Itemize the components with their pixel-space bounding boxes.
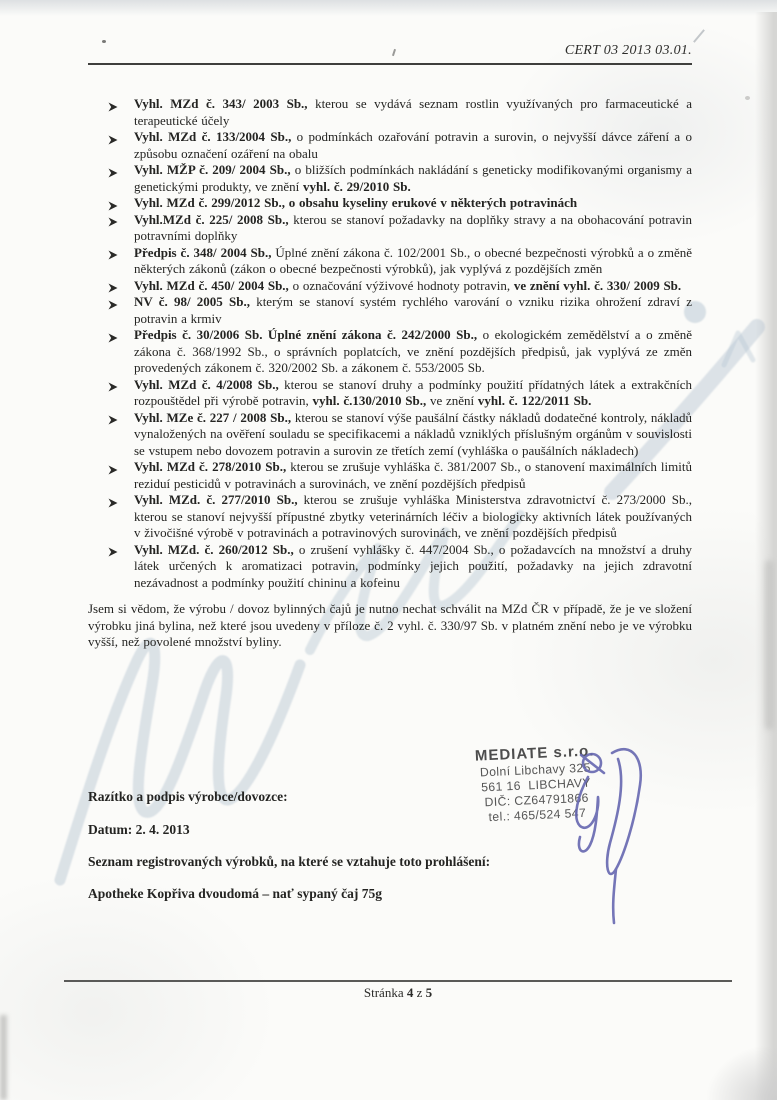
list-item-text: Vyhl. MZd č. 4/2008 Sb., kterou se stanoví druhy a podmínky použití přídatných látek a extrakčních rozpouštědel při výrobě potravin, vyhl. č.130/2010 Sb., ve znění vyhl. č. 122/2011 Sb. bbox=[134, 376, 692, 408]
company-stamp bbox=[445, 741, 626, 827]
list-item bbox=[88, 377, 692, 410]
regulations-list bbox=[88, 96, 692, 591]
list-item-text: Vyhl. MZd č. 343/ 2003 Sb., kterou se vydává seznam rostlin využívaných pro farmaceutické a terapeutické účely bbox=[134, 96, 692, 128]
arrow-bullet-icon bbox=[108, 133, 118, 143]
scan-artifact-right-streak bbox=[765, 560, 774, 730]
list-item-text: Předpis č. 30/2006 Sb. Úplné znění zákona č. 242/2000 Sb., o ekologickém zemědělství a o změně zákona č. 368/1992 Sb., o správních poplatcích, ve znění pozdějších předpisů, jak vyplývá ze změn provedených zákonem č. 320/2002 Sb. a zákonem č. 553/2005 Sb. bbox=[134, 327, 692, 375]
list-item-text: Vyhl. MZe č. 227 / 2008 Sb., kterou se stanoví výše paušální částky nákladů dodatečné kontroly, nákladů vynaložených na ověření souladu se specifikacemi a nákladů vzniklých příslušným orgánům v souvislosti se vstupem nebo dovozem potravin a surovin ze třetích zemí (vyhláška o paušálních nákladech) bbox=[134, 409, 693, 458]
page-number: Stránka 4 z 5 bbox=[363, 985, 433, 1000]
list-item bbox=[88, 542, 692, 592]
scan-speck bbox=[693, 29, 705, 43]
scan-artifact-left-edge bbox=[0, 1015, 7, 1100]
scan-artifact-corner bbox=[707, 1045, 777, 1100]
list-item bbox=[88, 212, 692, 245]
list-item bbox=[88, 129, 692, 162]
arrow-bullet-icon bbox=[108, 281, 118, 291]
list-item bbox=[88, 459, 692, 492]
list-item bbox=[88, 294, 692, 327]
declaration-paragraph: Jsem si vědom, že výrobu / dovoz bylinných čajů je nutno nechat schválit na MZd ČR v případě, že je ve složení výrobku jiná bylina, než které jsou uvedeny v příloze č. 2 vyhl. č. 330/97 Sb. v platném znění nebo je ve výrobku vyšší, než povolené množství byliny. bbox=[88, 601, 692, 649]
footer-rule bbox=[64, 980, 732, 982]
arrow-bullet-icon bbox=[108, 380, 118, 390]
list-item bbox=[88, 96, 692, 129]
list-item bbox=[88, 195, 692, 212]
arrow-bullet-icon bbox=[108, 248, 118, 258]
arrow-bullet-icon bbox=[108, 215, 118, 225]
product-item: Apotheke Kopřiva dvoudomá – nať sypaný čaj 75g bbox=[88, 886, 382, 901]
list-item bbox=[88, 327, 692, 377]
arrow-bullet-icon bbox=[108, 166, 118, 176]
stamp-and-signature-label: Razítko a podpis výrobce/dovozce: bbox=[88, 789, 288, 804]
list-item-text: Vyhl. MZd č. 299/2012 Sb., o obsahu kyseliny erukové v některých potravinách bbox=[134, 195, 578, 210]
arrow-bullet-icon bbox=[108, 413, 118, 423]
stamp-address-line: Dolní Libchavy 325 bbox=[479, 760, 592, 780]
date-label: Datum: 2. 4. 2013 bbox=[88, 822, 190, 837]
scan-speck bbox=[745, 96, 750, 100]
scan-artifact-right-edge bbox=[755, 12, 777, 1100]
arrow-bullet-icon bbox=[108, 298, 118, 308]
arrow-bullet-icon bbox=[108, 100, 118, 110]
list-item-text: Vyhl. MZd. č. 260/2012 Sb., o zrušení vyhlášky č. 447/2004 Sb., o požadavcích na množství a druhy látek určených k aromatizaci potravin, podmínky jejich použití, požadavky na jejich zdravotní nezávadnost a podmínky použití chininu a kofeinu bbox=[134, 541, 692, 590]
list-item-text: NV č. 98/ 2005 Sb., kterým se stanoví systém rychlého varování o vzniku rizika ohrožení zdraví z potravin a krmiv bbox=[134, 294, 692, 326]
stamp-company-name: MEDIATE s.r.o. bbox=[474, 742, 595, 765]
list-item-text: Vyhl. MZd č. 450/ 2004 Sb., o označování výživové hodnoty potravin, ve znění vyhl. č. 330/ 2009 Sb. bbox=[134, 277, 682, 293]
list-item bbox=[88, 410, 692, 460]
list-item-text: Vyhl. MŽP č. 209/ 2004 Sb., o bližších podmínkách nakládání s geneticky modifikovanými organismy a genetickými produkty, ve znění vyhl. č. 29/2010 Sb. bbox=[134, 162, 693, 194]
arrow-bullet-icon bbox=[108, 496, 118, 506]
list-item-text: Vyhl. MZd č. 278/2010 Sb., kterou se zrušuje vyhláška č. 381/2007 Sb., o stanovení maximálních limitů reziduí pesticidů v potravinách a surovinách, ve znění pozdějších předpisů bbox=[134, 459, 692, 491]
document-body bbox=[88, 0, 692, 651]
list-item-text: Vyhl. MZd č. 133/2004 Sb., o podmínkách ozařování potravin a surovin, o nejvyšší dávce záření a o způsobu označení ozáření na obalu bbox=[134, 129, 692, 161]
header-rule bbox=[88, 63, 692, 65]
registered-products-heading: Seznam registrovaných výrobků, na které se vztahuje toto prohlášení: bbox=[88, 854, 491, 869]
arrow-bullet-icon bbox=[108, 545, 118, 555]
list-item bbox=[88, 162, 692, 195]
stamp-vat-line: DIČ: CZ64791866 bbox=[484, 790, 590, 810]
stamp-address-line: 561 16 LIBCHAVY bbox=[480, 775, 592, 795]
arrow-bullet-icon bbox=[108, 463, 118, 473]
stamp-phone-line: tel.: 465/524 547 bbox=[488, 805, 587, 825]
arrow-bullet-icon bbox=[108, 199, 118, 209]
page-footer bbox=[64, 980, 732, 1001]
list-item-text: Vyhl.MZd č. 225/ 2008 Sb., kterou se stanoví požadavky na doplňky stravy a na obohacování potravin potravními doplňky bbox=[134, 211, 692, 243]
list-item bbox=[88, 492, 692, 542]
list-item bbox=[88, 278, 692, 295]
doc-code: CERT 03 2013 03.01. bbox=[564, 43, 692, 58]
list-item-text: Vyhl. MZd. č. 277/2010 Sb., kterou se zrušuje vyhláška Ministerstva zdravotnictví č. 273/2000 Sb., kterou se stanoví nejvyšší přípustné zbytky veterinárních léčiv a biologicky aktivních látek používaných v živočišné výrobě v potravinách a potravinových surovinách, ve znění pozdějších předpisů bbox=[134, 492, 692, 540]
list-item bbox=[88, 245, 692, 278]
list-item-text: Předpis č. 348/ 2004 Sb., Úplné znění zákona č. 102/2001 Sb., o obecné bezpečnosti výrobků a o změně některých zákonů (zákon o obecné bezpečnosti výrobků), jak vyplývá z pozdějších změn bbox=[134, 244, 692, 276]
arrow-bullet-icon bbox=[108, 331, 118, 341]
